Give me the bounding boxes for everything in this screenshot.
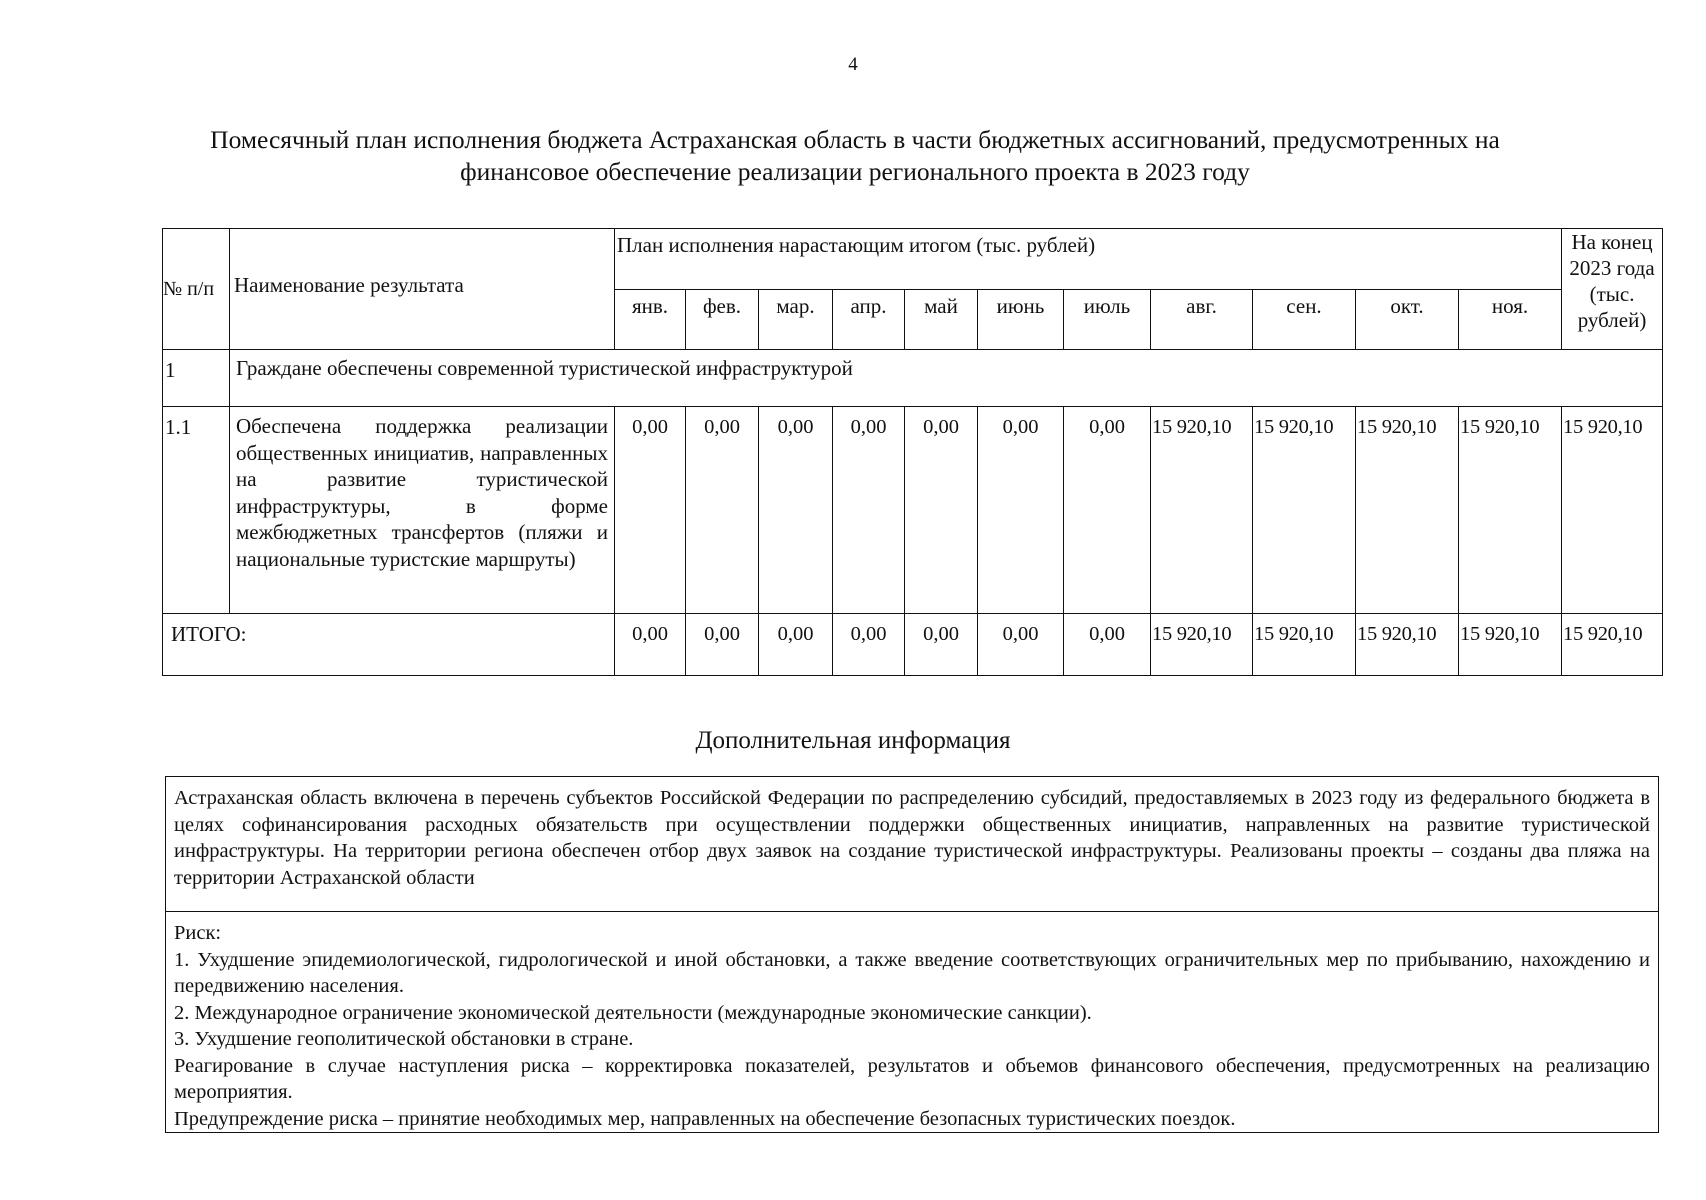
month-header: май bbox=[905, 290, 978, 350]
total-value: 15 920,10 bbox=[1151, 614, 1253, 676]
total-value: 0,00 bbox=[686, 614, 759, 676]
total-value: 15 920,10 bbox=[1459, 614, 1562, 676]
total-label: ИТОГО: bbox=[163, 614, 615, 676]
month-value: 15 920,10 bbox=[1151, 407, 1253, 614]
additional-info-box bbox=[165, 776, 1659, 1133]
risk-block bbox=[166, 912, 1658, 1132]
section-row bbox=[163, 350, 1663, 407]
month-value: 0,00 bbox=[1064, 407, 1151, 614]
end-of-year-header: На конец 2023 года (тыс. рублей) bbox=[1562, 229, 1663, 350]
col-name-header: Наименование результата bbox=[230, 229, 615, 350]
total-value: 0,00 bbox=[759, 614, 833, 676]
month-header: июль bbox=[1064, 290, 1151, 350]
risk-label: Риск: bbox=[174, 922, 222, 944]
additional-info-heading: Дополнительная информация bbox=[695, 727, 1011, 754]
col-num-header: № п/п bbox=[163, 229, 230, 350]
month-header: авг. bbox=[1151, 290, 1253, 350]
total-value: 15 920,10 bbox=[1253, 614, 1356, 676]
table-row bbox=[163, 407, 1663, 614]
total-value: 0,00 bbox=[905, 614, 978, 676]
month-header: июнь bbox=[978, 290, 1064, 350]
document-title: Помесячный план исполнения бюджета Астраханская область в части бюджетных ассигнований, предусмотренных на финансовое обеспечение реализации регионального проекта в 2023 году bbox=[210, 125, 1500, 186]
result-name: Обеспечена поддержка реализации общественных инициатив, направленных на развитие туристической инфраструктуры, в форме межбюджетных трансфертов (пляжи и национальные туристские маршруты) bbox=[230, 407, 615, 614]
section-title: Граждане обеспечены современной туристической инфраструктурой bbox=[230, 350, 1663, 407]
section-number: 1 bbox=[163, 350, 230, 407]
risk-item: 2. Международное ограничение экономической деятельности (международные экономические санкции). bbox=[174, 1001, 1092, 1024]
month-value: 0,00 bbox=[978, 407, 1064, 614]
month-value: 0,00 bbox=[615, 407, 686, 614]
total-value: 15 920,10 bbox=[1356, 614, 1459, 676]
month-header: янв. bbox=[615, 290, 686, 350]
month-value: 15 920,10 bbox=[1459, 407, 1562, 614]
info-paragraph: Астраханская область включена в перечень субъектов Российской Федерации по распределению субсидий, предоставляемых в 2023 году из федерального бюджета в целях софинансирования расходных обязательств при осуществлении поддержки общественных инициатив, направленных на развитие туристической инфраструктуры. На территории региона обеспечен отбор двух заявок на создание туристической инфраструктуры. Реализованы проекты – созданы два пляжа на территории Астраханской области bbox=[166, 777, 1658, 912]
page-number: 4 bbox=[848, 54, 858, 75]
month-header: мар. bbox=[759, 290, 833, 350]
budget-plan-table bbox=[162, 228, 1663, 676]
risk-prevention: Предупреждение риска – принятие необходимых мер, направленных на обеспечение безопасных туристических поездок. bbox=[174, 1107, 1236, 1130]
end-of-year-value: 15 920,10 bbox=[1562, 407, 1663, 614]
total-value: 0,00 bbox=[1064, 614, 1151, 676]
total-end-of-year-value: 15 920,10 bbox=[1562, 614, 1663, 676]
plan-group-header: План исполнения нарастающим итогом (тыс. рублей) bbox=[615, 229, 1562, 290]
month-value: 0,00 bbox=[759, 407, 833, 614]
month-value: 0,00 bbox=[686, 407, 759, 614]
month-value: 0,00 bbox=[905, 407, 978, 614]
risk-item: 3. Ухудшение геополитической обстановки в стране. bbox=[174, 1028, 634, 1050]
month-value: 15 920,10 bbox=[1356, 407, 1459, 614]
month-value: 0,00 bbox=[833, 407, 905, 614]
month-header: ноя. bbox=[1459, 290, 1562, 350]
month-header: окт. bbox=[1356, 290, 1459, 350]
month-header: апр. bbox=[833, 290, 905, 350]
risk-item: 1. Ухудшение эпидемиологической, гидрологической и иной обстановки, а также введение соответствующих ограничительных мер по прибыванию, нахождению и передвижению населения. bbox=[174, 948, 1650, 997]
month-value: 15 920,10 bbox=[1253, 407, 1356, 614]
risk-response: Реагирование в случае наступления риска – корректировка показателей, результатов и объемов финансового обеспечения, предусмотренных на реализацию мероприятия. bbox=[174, 1054, 1650, 1103]
header-row-1 bbox=[163, 229, 1663, 290]
month-header: сен. bbox=[1253, 290, 1356, 350]
month-header: фев. bbox=[686, 290, 759, 350]
total-value: 0,00 bbox=[978, 614, 1064, 676]
total-row bbox=[163, 614, 1663, 676]
row-number: 1.1 bbox=[163, 407, 230, 614]
total-value: 0,00 bbox=[833, 614, 905, 676]
total-value: 0,00 bbox=[615, 614, 686, 676]
